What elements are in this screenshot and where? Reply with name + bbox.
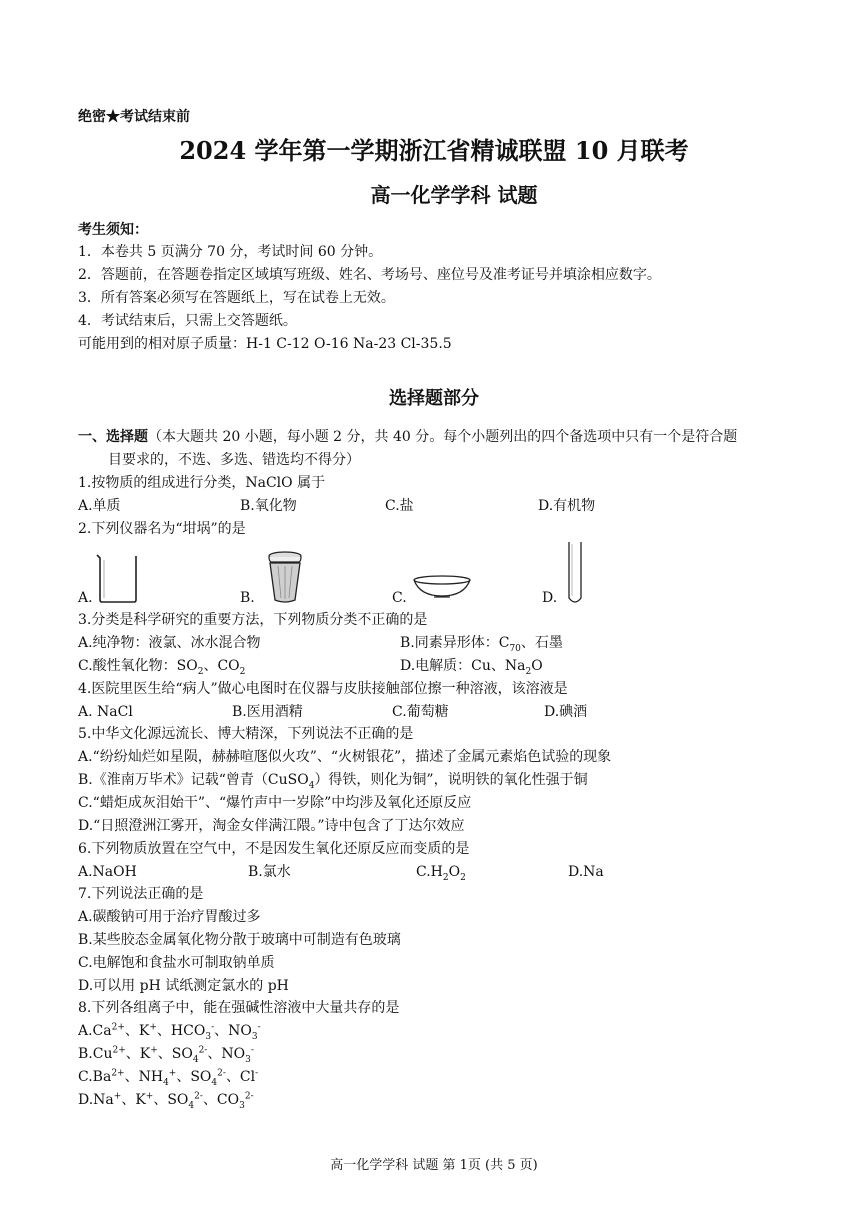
q6-stem: 6.下列物质放置在空气中，不是因发生氧化还原反应而变质的是 <box>78 841 470 857</box>
q8-c-t0: C.Ba <box>78 1069 112 1085</box>
q8-b-t2: 、K <box>125 1046 151 1062</box>
q5-b-text-2: ）得铁，则化为铜”，说明铁的氧化性强于铜 <box>314 772 588 788</box>
q8-b-t0: B.Cu <box>78 1046 113 1062</box>
q8-c-t5: 、SO <box>176 1069 212 1085</box>
exam-title: 2024 学年第一学期浙江省精诚联盟 10 月联考 <box>179 136 689 165</box>
q1-option-c: C.盐 <box>385 498 414 514</box>
section-title: 选择题部分 <box>389 388 479 409</box>
q7-option-a: A.碳酸钠可用于治疗胃酸过多 <box>78 909 261 925</box>
q8-a-t9: - <box>257 1022 261 1033</box>
q3-c-sub-2: 2 <box>239 666 246 677</box>
beaker-icon <box>94 552 142 604</box>
q3-option-b <box>400 634 563 652</box>
q8-c-t1: 2+ <box>111 1068 125 1079</box>
notice-item-3: 3．所有答案必须写在答题纸上，写在试卷上无效。 <box>78 290 395 306</box>
section-intro-line-2: 目要求的，不选、多选、错选均不得分） <box>108 452 360 468</box>
q8-c-t4: + <box>168 1068 177 1079</box>
q3-d-sub: 2 <box>525 666 532 677</box>
q5-option-b <box>78 771 588 789</box>
q6-option-b: B.氯水 <box>248 864 291 880</box>
q8-d-t7: 、CO <box>202 1092 240 1108</box>
crucible-icon <box>262 550 308 606</box>
q3-c-text: C.酸性氧化物：SO <box>78 658 198 674</box>
q8-a-t0: A.Ca <box>78 1023 112 1039</box>
q8-c-t9: - <box>255 1068 259 1079</box>
q3-b-text: B.同素异形体：C <box>400 635 510 651</box>
q2-stem: 2.下列仪器名为“坩埚”的是 <box>78 521 246 537</box>
q4-option-d: D.碘酒 <box>544 704 588 720</box>
q2-option-a: A. <box>78 590 93 606</box>
q1-option-a: A.单质 <box>78 498 121 514</box>
q8-a-t5: 3 <box>205 1031 212 1042</box>
q1-option-b: B.氧化物 <box>240 498 297 514</box>
q7-option-b: B.某些胶态金属氧化物分散于玻璃中可制造有色玻璃 <box>78 932 401 948</box>
q8-c-t3: 4 <box>163 1077 169 1088</box>
section-intro-bold: 一、选择题 <box>78 429 148 445</box>
q3-b-text-2: 、石墨 <box>520 635 563 651</box>
q8-option-c <box>78 1068 258 1086</box>
q6-option-c <box>416 863 466 881</box>
q5-option-a: A.“纷纷灿烂如星陨，赫赫喧豗似火攻”、“火树银花”，描述了金属元素焰色试验的现象 <box>78 749 612 765</box>
q6-option-d: D.Na <box>568 864 604 880</box>
q3-d-text: D.电解质：Cu、Na <box>400 658 526 674</box>
q8-a-t6: - <box>211 1022 215 1033</box>
exam-subtitle: 高一化学学科 试题 <box>370 183 538 207</box>
q7-option-c: C.电解饱和食盐水可制取钠单质 <box>78 955 275 971</box>
q8-d-t8: 3 <box>239 1100 245 1111</box>
q4-option-c: C.葡萄糖 <box>392 704 449 720</box>
secret-label: 绝密★考试结束前 <box>78 109 190 125</box>
q6-c-text-2: O <box>448 864 461 880</box>
notice-item-4: 4．考试结束后，只需上交答题纸。 <box>78 313 297 329</box>
q5-option-d: D.“日照澄洲江雾开，淘金女伴满江隈。”诗中包含了丁达尔效应 <box>78 818 465 834</box>
q8-option-d <box>78 1091 254 1109</box>
q4-stem: 4.医院里医生给“病人”做心电图时在仪器与皮肤接触部位擦一种溶液，该溶液是 <box>78 681 568 697</box>
q8-b-t1: 2+ <box>112 1045 126 1056</box>
q3-option-d <box>400 657 543 675</box>
q8-d-t1: + <box>113 1091 122 1102</box>
q8-d-t0: D.Na <box>78 1092 114 1108</box>
q8-option-a <box>78 1022 261 1040</box>
q8-d-t9: 2- <box>244 1091 254 1102</box>
q8-a-t3: + <box>149 1022 157 1033</box>
q6-c-sub-2: 2 <box>460 872 466 883</box>
q6-c-sub-1: 2 <box>442 872 449 883</box>
q8-c-t8: 、Cl <box>225 1069 256 1085</box>
q2-option-d: D. <box>542 590 558 606</box>
q8-b-t4: 、SO <box>157 1046 193 1062</box>
q5-stem: 5.中华文化源远流长、博大精深，下列说法不正确的是 <box>78 726 414 742</box>
q6-option-a: A.NaOH <box>78 864 137 880</box>
q5-b-sub: 4 <box>308 780 315 791</box>
q8-stem: 8.下列各组离子中，能在强碱性溶液中大量共存的是 <box>78 1000 400 1016</box>
q1-stem: 1.按物质的组成进行分类，NaClO 属于 <box>78 475 326 491</box>
q5-option-c: C.“蜡炬成灰泪始干”、“爆竹声中一岁除”中均涉及氧化还原反应 <box>78 795 472 811</box>
section-intro-text: （本大题共 20 小题，每小题 2 分，共 40 分。每个小题列出的四个备选项中只有一个是符合题 <box>148 429 738 445</box>
q8-b-t7: 、NO <box>207 1046 246 1062</box>
q8-d-t5: 4 <box>188 1100 195 1111</box>
q8-b-t8: 3 <box>245 1054 251 1065</box>
notice-heading: 考生须知： <box>78 222 148 238</box>
evaporating-dish-icon <box>410 574 474 600</box>
q8-a-t2: 、K <box>124 1023 150 1039</box>
q8-b-t5: 4 <box>192 1054 199 1065</box>
notice-item-2: 2．答题前，在答题卷指定区域填写班级、姓名、考场号、座位号及准考证号并填涂相应数字。 <box>78 267 661 283</box>
atomic-mass-line: 可能用到的相对原子质量：H-1 C-12 O-16 Na-23 Cl-35.5 <box>78 336 452 352</box>
q8-option-b <box>78 1045 254 1063</box>
q4-option-a: A. NaCl <box>78 704 133 720</box>
q4-option-b: B.医用酒精 <box>232 704 303 720</box>
q8-c-t6: 4 <box>211 1077 218 1088</box>
q8-a-t4: 、HCO <box>156 1023 206 1039</box>
q7-option-d: D.可以用 pH 试纸测定氯水的 pH <box>78 978 289 994</box>
q6-c-text: C.H <box>416 864 443 880</box>
q8-a-t7: 、NO <box>214 1023 252 1039</box>
q8-b-t3: + <box>150 1045 158 1056</box>
q2-option-b: B. <box>240 590 255 606</box>
q8-d-t3: + <box>145 1091 154 1102</box>
q3-c-sub-1: 2 <box>197 666 204 677</box>
q3-stem: 3.分类是科学研究的重要方法，下列物质分类不正确的是 <box>78 612 428 628</box>
q8-b-t6: 2- <box>198 1045 208 1056</box>
q8-c-t7: 2- <box>217 1068 226 1079</box>
q2-option-c: C. <box>392 590 407 606</box>
q3-option-a: A.纯净物：液氯、冰水混合物 <box>78 635 261 651</box>
q8-d-t4: 、SO <box>153 1092 189 1108</box>
q7-stem: 7.下列说法正确的是 <box>78 886 204 902</box>
q3-option-c <box>78 657 245 675</box>
q8-b-t9: - <box>250 1045 254 1056</box>
q8-c-t2: 、NH <box>124 1069 164 1085</box>
q1-option-d: D.有机物 <box>538 498 596 514</box>
section-intro-line-1 <box>78 428 737 446</box>
notice-item-1: 1．本卷共 5 页满分 70 分，考试时间 60 分钟。 <box>78 244 383 260</box>
page-footer: 高一化学学科 试题 第 1页 (共 5 页) <box>330 1158 538 1173</box>
q8-d-t2: 、K <box>121 1092 146 1108</box>
q8-d-t6: 2- <box>194 1091 203 1102</box>
test-tube-icon <box>566 540 584 606</box>
q3-b-sub: 70 <box>509 643 521 654</box>
q3-d-text-2: O <box>531 658 543 674</box>
q3-c-text-2: 、CO <box>203 658 240 674</box>
q5-b-text: B.《淮南万毕术》记载“曾青（CuSO <box>78 772 309 788</box>
q8-a-t1: 2+ <box>111 1022 125 1033</box>
q8-a-t8: 3 <box>251 1031 258 1042</box>
